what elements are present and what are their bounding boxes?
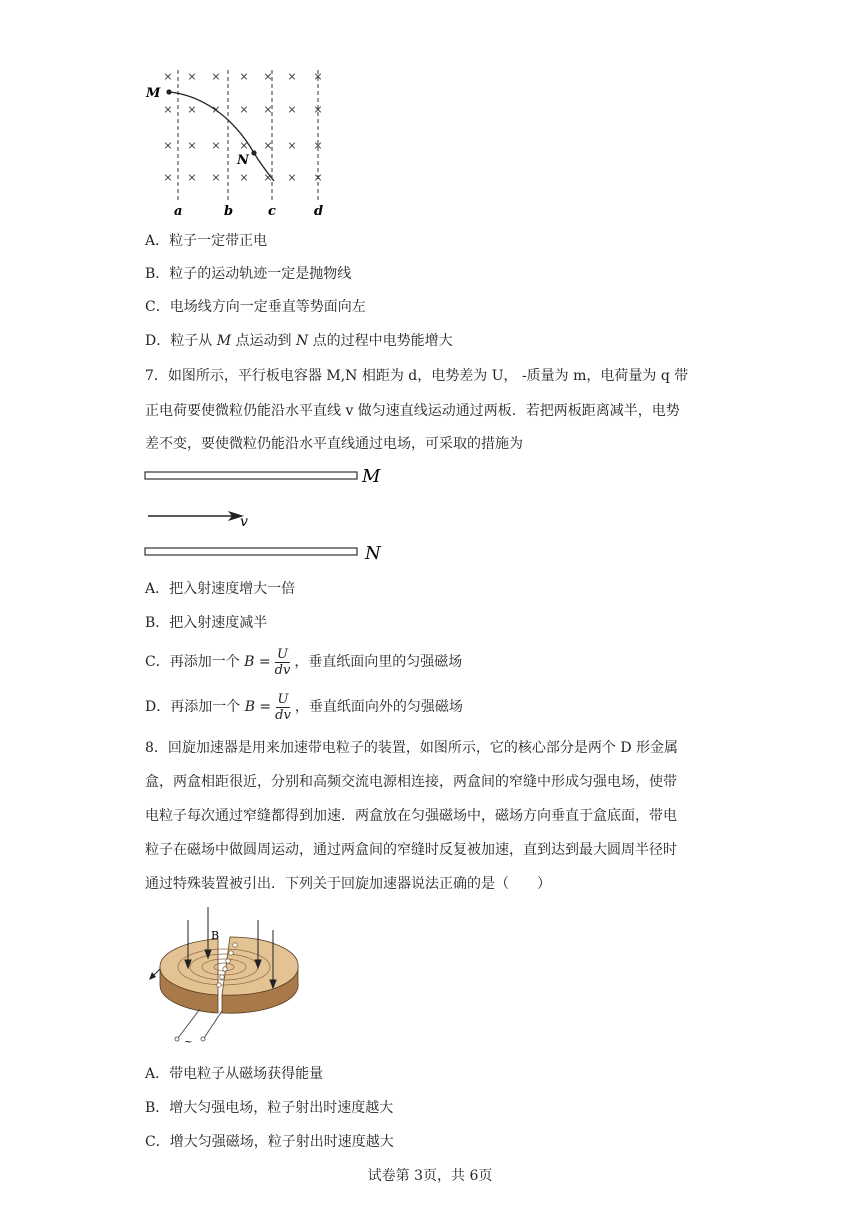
ac-source-label: ~ <box>184 1037 193 1048</box>
field-cross: × <box>313 139 323 152</box>
field-cross: × <box>211 103 221 116</box>
field-cross: × <box>287 70 297 83</box>
q8-stem-line-3: 电粒子每次通过窄缝都得到加速．两盒放在匀强磁场中，磁场方向垂直于盒底面，带电 <box>145 808 677 824</box>
q7-option-c: C．再添加一个 B = $\frac{U}{dv}$ ，垂直纸面向里的匀强磁场 <box>145 646 463 678</box>
q7-stem-line-3: 差不变，要使微粒仍能沿水平直线通过电场，可采取的措施为 <box>145 436 523 452</box>
lead-right <box>204 1011 222 1038</box>
point-n <box>251 150 256 155</box>
q8-stem-line-5: 通过特殊装置被引出．下列关于回旋加速器说法正确的是（ ） <box>145 876 551 892</box>
field-cross: × <box>163 70 173 83</box>
field-cross: × <box>287 139 297 152</box>
q8-stem-line-2: 盒，两盒相距很近，分别和高频交流电源相连接，两盒间的窄缝中形成匀强电场，使带 <box>145 774 677 790</box>
label-a: a <box>174 204 183 219</box>
q6-option-d: D．粒子从 M 点运动到 N 点的过程中电势能增大 <box>145 333 453 349</box>
field-cross: × <box>187 139 197 152</box>
field-cross: × <box>211 139 221 152</box>
field-cross: × <box>187 103 197 116</box>
field-cross: × <box>263 70 273 83</box>
q6-field-figure <box>140 65 340 223</box>
label-plate-n: N <box>365 543 381 564</box>
label-plate-m: M <box>362 466 381 487</box>
field-cross: × <box>211 171 221 184</box>
field-cross: × <box>163 103 173 116</box>
field-cross: × <box>239 103 249 116</box>
field-cross: × <box>163 139 173 152</box>
field-cross: × <box>313 171 323 184</box>
field-cross: × <box>313 70 323 83</box>
field-cross: × <box>211 70 221 83</box>
lead-left <box>178 1009 200 1038</box>
field-cross: × <box>239 70 249 83</box>
q7-stem-line-1: 7．如图所示，平行板电容器 M,N 相距为 d，电势差为 U， -质量为 m，电荷量为 q 带 <box>145 368 689 384</box>
label-b: b <box>224 204 234 219</box>
q8-option-b: B．增大匀强电场，粒子射出时速度越大 <box>145 1100 394 1116</box>
q7-option-b: B．把入射速度减半 <box>145 615 268 631</box>
field-cross: × <box>187 70 197 83</box>
field-cross: × <box>287 171 297 184</box>
field-cross: × <box>287 103 297 116</box>
page-footer: 试卷第 3页，共 6页 <box>367 1168 493 1184</box>
q8-stem-line-4: 粒子在磁场中做圆周运动，通过两盒间的窄缝时反复被加速，直到达到最大圆周半径时 <box>145 842 677 858</box>
label-d: d <box>314 204 324 219</box>
particle-trajectory <box>169 92 274 181</box>
field-cross: × <box>263 139 273 152</box>
q8-option-c: C．增大匀强磁场，粒子射出时速度越大 <box>145 1134 394 1150</box>
label-b: B <box>211 929 220 942</box>
q7-option-a: A．把入射速度增大一倍 <box>145 581 296 597</box>
label-c: c <box>268 204 276 219</box>
fraction-u-over-dv: $\frac{U}{dv}$ <box>274 646 291 678</box>
q8-option-a: A．带电粒子从磁场获得能量 <box>145 1066 324 1082</box>
q7-capacitor-figure <box>140 462 400 567</box>
q6-option-a: A．粒子一定带正电 <box>145 233 268 249</box>
field-cross: × <box>187 171 197 184</box>
field-cross: × <box>313 103 323 116</box>
label-v: v <box>240 514 248 530</box>
q8-cyclotron-figure <box>140 905 320 1055</box>
field-cross: × <box>263 103 273 116</box>
plate-m <box>145 472 357 479</box>
label-n: N <box>237 153 249 168</box>
q7-stem-line-2: 正电荷要使微粒仍能沿水平直线 v 做匀速直线运动通过两板．若把两板距离减半，电势 <box>145 403 680 419</box>
q6-option-c: C．电场线方向一定垂直等势面向左 <box>145 299 366 315</box>
q8-stem-line-1: 8．回旋加速器是用来加速带电粒子的装置，如图所示，它的核心部分是两个 D 形金属 <box>145 740 679 756</box>
field-cross: × <box>239 139 249 152</box>
point-m <box>166 89 171 94</box>
fraction-u-over-dv: $\frac{U}{dv}$ <box>275 691 291 723</box>
plate-n <box>145 548 357 555</box>
field-cross: × <box>163 171 173 184</box>
label-m: M <box>146 86 161 101</box>
q6-option-b: B．粒子的运动轨迹一定是抛物线 <box>145 266 352 282</box>
q7-option-d: D．再添加一个 B = $\frac{U}{dv}$ ，垂直纸面向外的匀强磁场 <box>145 691 463 723</box>
field-cross: × <box>263 171 273 184</box>
field-cross: × <box>239 171 249 184</box>
